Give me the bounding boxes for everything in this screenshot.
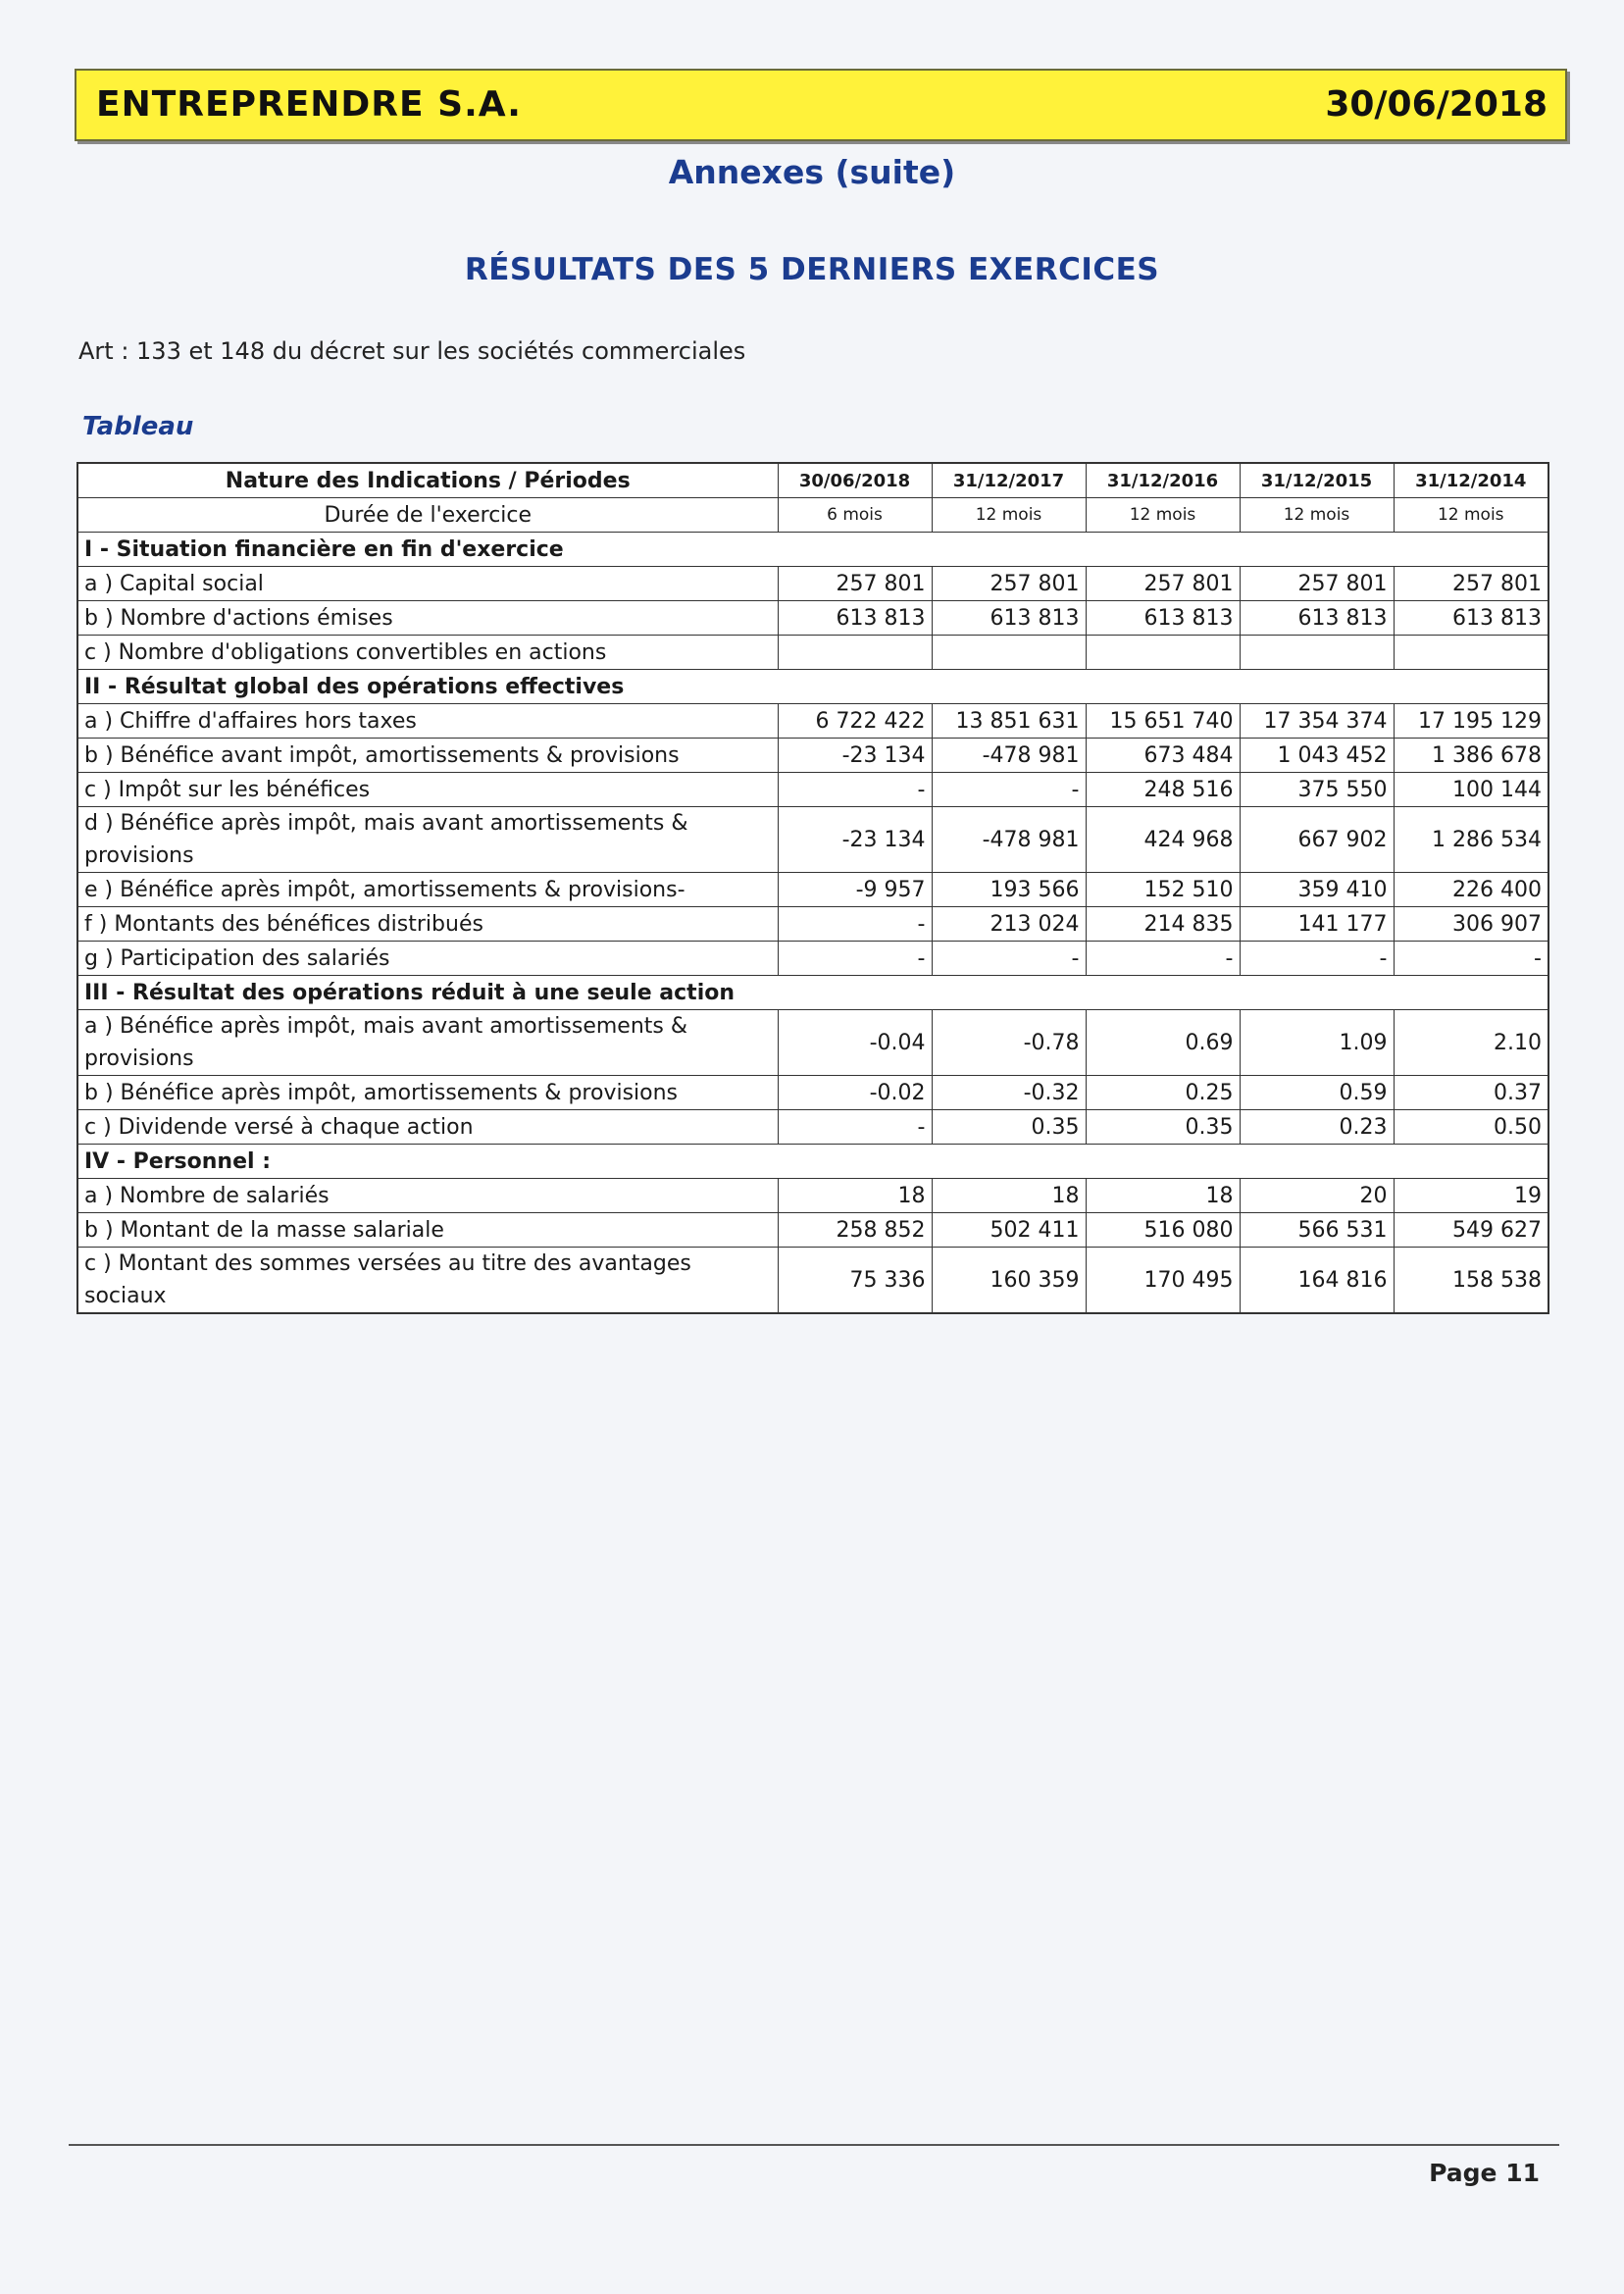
value-cell: 566 531: [1240, 1213, 1394, 1248]
value-cell: 257 801: [932, 567, 1086, 601]
value-cell: 0.25: [1086, 1076, 1240, 1110]
duration-row: [77, 498, 1548, 533]
section-label: IV - Personnel :: [77, 1145, 1548, 1179]
value-cell: 1.09: [1240, 1010, 1394, 1076]
value-cell: -: [932, 773, 1086, 807]
period-header: 31/12/2015: [1240, 463, 1394, 498]
value-cell: 213 024: [932, 907, 1086, 942]
value-cell: -478 981: [932, 807, 1086, 873]
value-cell: 258 852: [778, 1213, 932, 1248]
table-row: [77, 1110, 1548, 1145]
value-cell: 667 902: [1240, 807, 1394, 873]
table-row: [77, 1010, 1548, 1076]
value-cell: -0.78: [932, 1010, 1086, 1076]
value-cell: 160 359: [932, 1248, 1086, 1314]
row-label: a ) Bénéfice après impôt, mais avant amortissements & provisions: [77, 1010, 778, 1076]
value-cell: 613 813: [932, 601, 1086, 636]
value-cell: 170 495: [1086, 1248, 1240, 1314]
table-row: [77, 601, 1548, 636]
value-cell: 18: [1086, 1179, 1240, 1213]
row-label: c ) Montant des sommes versées au titre des avantages sociaux: [77, 1248, 778, 1314]
value-cell: 248 516: [1086, 773, 1240, 807]
value-cell: 6 722 422: [778, 704, 932, 739]
table-row: [77, 636, 1548, 670]
value-cell: 257 801: [1240, 567, 1394, 601]
period-header: 30/06/2018: [778, 463, 932, 498]
value-cell: -: [778, 907, 932, 942]
table-row: [77, 1213, 1548, 1248]
section-label: III - Résultat des opérations réduit à une seule action: [77, 976, 1548, 1010]
header-date: 30/06/2018: [1325, 84, 1548, 125]
value-cell: 359 410: [1240, 873, 1394, 907]
table-row: [77, 1248, 1548, 1314]
tableau-label: Tableau: [82, 412, 194, 441]
value-cell: 18: [932, 1179, 1086, 1213]
column-header: Nature des Indications / Périodes: [77, 463, 778, 498]
value-cell: 1 386 678: [1394, 739, 1548, 773]
value-cell: -23 134: [778, 739, 932, 773]
value-cell: 141 177: [1240, 907, 1394, 942]
value-cell: 613 813: [1086, 601, 1240, 636]
value-cell: 226 400: [1394, 873, 1548, 907]
duration-label: Durée de l'exercice: [77, 498, 778, 533]
duration-cell: 12 mois: [1394, 498, 1548, 533]
value-cell: [778, 636, 932, 670]
value-cell: 424 968: [1086, 807, 1240, 873]
company-name: ENTREPRENDRE S.A.: [96, 84, 522, 125]
section-row: [77, 533, 1548, 567]
value-cell: 164 816: [1240, 1248, 1394, 1314]
legal-reference: Art : 133 et 148 du décret sur les sociétés commerciales: [78, 337, 746, 365]
row-label: e ) Bénéfice après impôt, amortissements & provisions-: [77, 873, 778, 907]
value-cell: 13 851 631: [932, 704, 1086, 739]
value-cell: 613 813: [1394, 601, 1548, 636]
section-row: [77, 670, 1548, 704]
value-cell: [1240, 636, 1394, 670]
value-cell: 100 144: [1394, 773, 1548, 807]
value-cell: -: [1086, 942, 1240, 976]
value-cell: 20: [1240, 1179, 1394, 1213]
value-cell: 1 286 534: [1394, 807, 1548, 873]
value-cell: 75 336: [778, 1248, 932, 1314]
value-cell: -: [778, 773, 932, 807]
table-row: [77, 1076, 1548, 1110]
row-label: a ) Chiffre d'affaires hors taxes: [77, 704, 778, 739]
value-cell: 502 411: [932, 1213, 1086, 1248]
row-label: c ) Nombre d'obligations convertibles en actions: [77, 636, 778, 670]
value-cell: 306 907: [1394, 907, 1548, 942]
value-cell: -23 134: [778, 807, 932, 873]
value-cell: 516 080: [1086, 1213, 1240, 1248]
section-label: II - Résultat global des opérations effectives: [77, 670, 1548, 704]
row-label: b ) Bénéfice avant impôt, amortissements & provisions: [77, 739, 778, 773]
results-table-body: [77, 463, 1548, 1313]
duration-cell: 6 mois: [778, 498, 932, 533]
value-cell: 613 813: [778, 601, 932, 636]
page-title: RÉSULTATS DES 5 DERNIERS EXERCICES: [464, 252, 1160, 287]
period-header: 31/12/2014: [1394, 463, 1548, 498]
row-label: d ) Bénéfice après impôt, mais avant amortissements & provisions: [77, 807, 778, 873]
table-row: [77, 567, 1548, 601]
value-cell: [1086, 636, 1240, 670]
value-cell: 0.37: [1394, 1076, 1548, 1110]
value-cell: 2.10: [1394, 1010, 1548, 1076]
row-label: a ) Nombre de salariés: [77, 1179, 778, 1213]
value-cell: 0.59: [1240, 1076, 1394, 1110]
value-cell: 17 195 129: [1394, 704, 1548, 739]
value-cell: -0.04: [778, 1010, 932, 1076]
table-row: [77, 704, 1548, 739]
table-row: [77, 773, 1548, 807]
annexes-heading: Annexes (suite): [668, 153, 956, 191]
period-header-row: [77, 463, 1548, 498]
row-label: b ) Bénéfice après impôt, amortissements & provisions: [77, 1076, 778, 1110]
value-cell: -: [778, 1110, 932, 1145]
section-row: [77, 1145, 1548, 1179]
table-row: [77, 873, 1548, 907]
results-table: [76, 462, 1549, 1314]
value-cell: -: [932, 942, 1086, 976]
value-cell: 0.35: [932, 1110, 1086, 1145]
value-cell: 549 627: [1394, 1213, 1548, 1248]
page-number: Page 11: [1429, 2159, 1540, 2187]
value-cell: 1 043 452: [1240, 739, 1394, 773]
duration-cell: 12 mois: [1086, 498, 1240, 533]
value-cell: [932, 636, 1086, 670]
row-label: c ) Dividende versé à chaque action: [77, 1110, 778, 1145]
value-cell: -: [1240, 942, 1394, 976]
value-cell: [1394, 636, 1548, 670]
table-row: [77, 942, 1548, 976]
row-label: f ) Montants des bénéfices distribués: [77, 907, 778, 942]
value-cell: 375 550: [1240, 773, 1394, 807]
value-cell: 613 813: [1240, 601, 1394, 636]
value-cell: -478 981: [932, 739, 1086, 773]
row-label: b ) Montant de la masse salariale: [77, 1213, 778, 1248]
value-cell: 0.69: [1086, 1010, 1240, 1076]
value-cell: 18: [778, 1179, 932, 1213]
value-cell: 257 801: [1394, 567, 1548, 601]
value-cell: -: [1394, 942, 1548, 976]
value-cell: -0.02: [778, 1076, 932, 1110]
table-row: [77, 1179, 1548, 1213]
row-label: a ) Capital social: [77, 567, 778, 601]
period-header: 31/12/2016: [1086, 463, 1240, 498]
row-label: c ) Impôt sur les bénéfices: [77, 773, 778, 807]
value-cell: 17 354 374: [1240, 704, 1394, 739]
header-banner: [75, 69, 1567, 141]
duration-cell: 12 mois: [932, 498, 1086, 533]
table-row: [77, 739, 1548, 773]
value-cell: -9 957: [778, 873, 932, 907]
value-cell: 193 566: [932, 873, 1086, 907]
value-cell: 0.50: [1394, 1110, 1548, 1145]
row-label: g ) Participation des salariés: [77, 942, 778, 976]
section-row: [77, 976, 1548, 1010]
table-row: [77, 807, 1548, 873]
value-cell: 257 801: [1086, 567, 1240, 601]
value-cell: -: [778, 942, 932, 976]
value-cell: 0.23: [1240, 1110, 1394, 1145]
value-cell: 158 538: [1394, 1248, 1548, 1314]
duration-cell: 12 mois: [1240, 498, 1394, 533]
period-header: 31/12/2017: [932, 463, 1086, 498]
value-cell: -0.32: [932, 1076, 1086, 1110]
value-cell: 19: [1394, 1179, 1548, 1213]
table-row: [77, 907, 1548, 942]
section-label: I - Situation financière en fin d'exercice: [77, 533, 1548, 567]
value-cell: 214 835: [1086, 907, 1240, 942]
value-cell: 15 651 740: [1086, 704, 1240, 739]
row-label: b ) Nombre d'actions émises: [77, 601, 778, 636]
value-cell: 673 484: [1086, 739, 1240, 773]
value-cell: 257 801: [778, 567, 932, 601]
footer-divider: [69, 2144, 1559, 2146]
value-cell: 0.35: [1086, 1110, 1240, 1145]
value-cell: 152 510: [1086, 873, 1240, 907]
